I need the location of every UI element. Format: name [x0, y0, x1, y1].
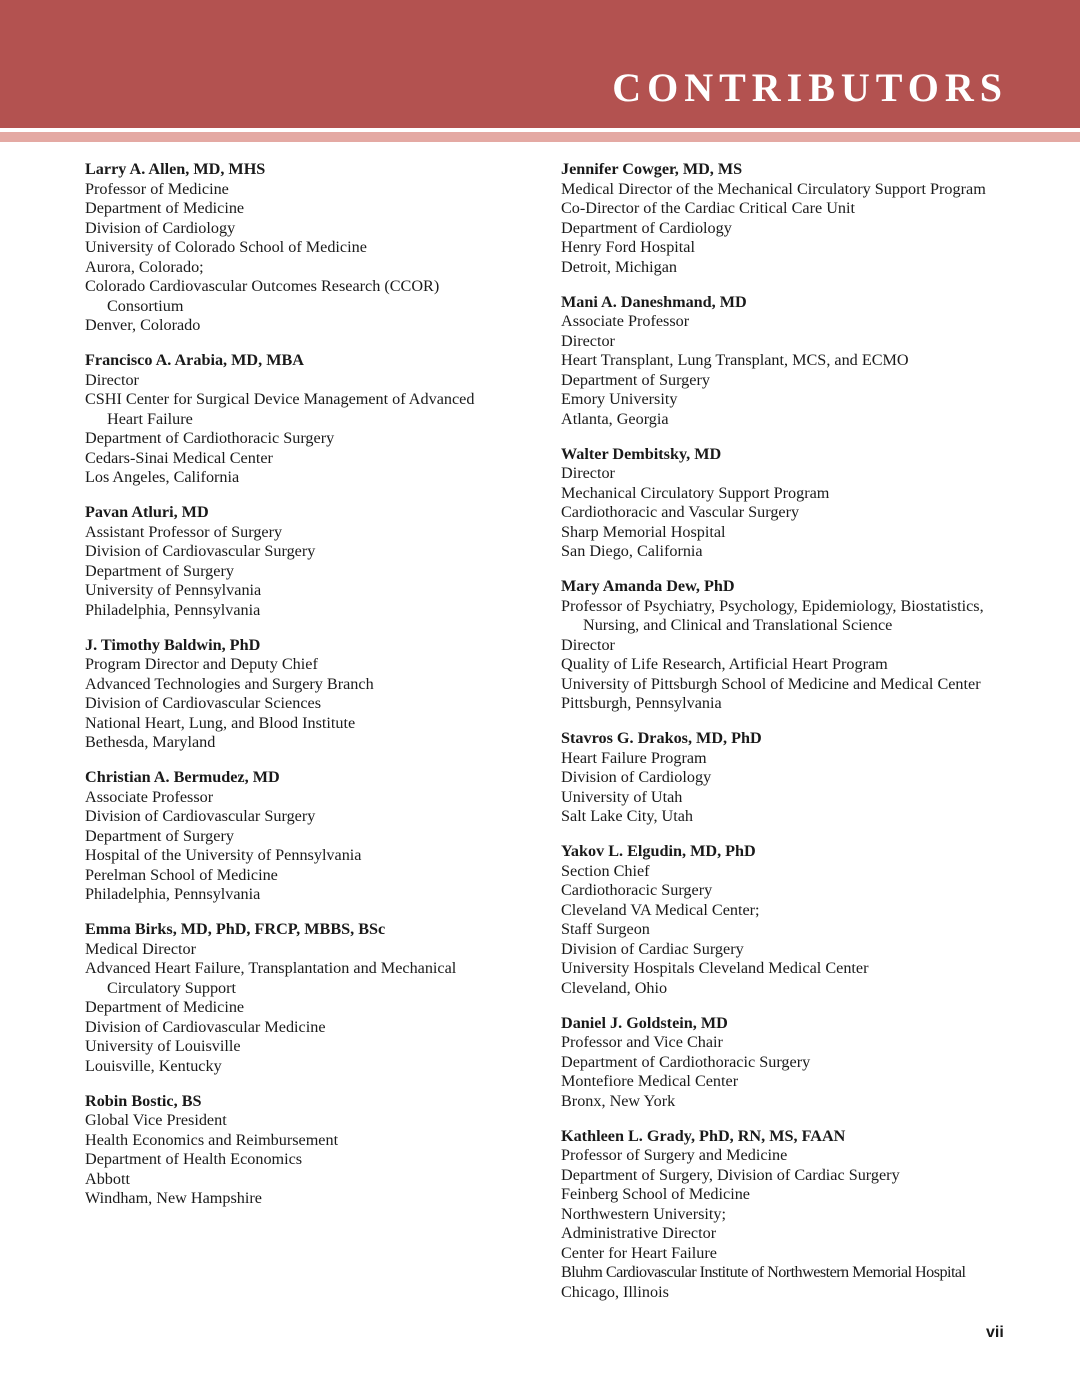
affiliation-line: Abbott [85, 1169, 130, 1188]
contributor-name: Jennifer Cowger, MD, MS [561, 160, 743, 178]
affiliation-line: Staff Surgeon [561, 920, 650, 938]
affiliation-line: Division of Cardiovascular Sciences [85, 694, 322, 712]
contributor-name: Francisco A. Arabia, MD, MBA [85, 351, 304, 369]
page-number: vii [986, 1324, 1004, 1341]
affiliation-line: Sharp Memorial Hospital [561, 522, 726, 541]
affiliation-line: University Hospitals Cleveland Medical Center [561, 959, 869, 977]
affiliation-line: Co-Director of the Cardiac Critical Care Unit [561, 199, 855, 217]
affiliation-line: Associate Professor [561, 312, 690, 330]
affiliation-line: Perelman School of Medicine [85, 865, 278, 884]
affiliation-line: Department of Surgery [85, 561, 234, 580]
affiliation-line: Cleveland VA Medical Center; [561, 900, 760, 919]
affiliation-line: Division of Cardiovascular Surgery [85, 542, 316, 560]
affiliation-line: Director [85, 370, 139, 389]
affiliation-line: Professor of Medicine [85, 179, 229, 198]
affiliation-line: Director [561, 635, 615, 654]
affiliation-line: National Heart, Lung, and Blood Institute [85, 713, 356, 732]
affiliation-line: Professor and Vice Chair [561, 1033, 723, 1051]
affiliation-line: Department of Health Economics [85, 1150, 303, 1168]
affiliation-line: Advanced Technologies and Surgery Branch [85, 674, 374, 693]
contributor-entry [561, 445, 1031, 562]
contributor-entry [561, 842, 1031, 998]
affiliation-line: Department of Surgery [561, 370, 710, 389]
affiliation-line: Mechanical Circulatory Support Program [561, 483, 830, 502]
affiliation-line: San Diego, California [561, 542, 703, 560]
affiliation-line: Medical Director of the Mechanical Circulatory Support Program [561, 179, 986, 198]
header-banner [0, 0, 1080, 128]
affiliation-line: Los Angeles, California [85, 468, 240, 486]
affiliation-line: Professor of Psychiatry, Psychology, Epidemiology, Biostatistics, [561, 596, 984, 615]
contributor-name: J. Timothy Baldwin, PhD [85, 635, 261, 654]
affiliation-line: Medical Director [85, 939, 197, 958]
affiliation-line: Consortium [107, 296, 184, 315]
contributors-left-column [85, 160, 525, 1224]
affiliation-line: Pittsburgh, Pennsylvania [561, 694, 722, 712]
contributor-entry [561, 293, 1031, 430]
affiliation-line: Chicago, Illinois [561, 1282, 669, 1301]
affiliation-line: Denver, Colorado [85, 316, 201, 334]
affiliation-line: Feinberg School of Medicine [561, 1185, 750, 1203]
affiliation-line: Division of Cardiovascular Medicine [85, 1017, 326, 1036]
affiliation-line: Hospital of the University of Pennsylvania [85, 846, 362, 864]
affiliation-line: Associate Professor [85, 787, 214, 806]
affiliation-line: Windham, New Hampshire [85, 1189, 262, 1207]
contributor-entry [85, 768, 525, 905]
affiliation-line: Philadelphia, Pennsylvania [85, 885, 261, 903]
contributor-entry [85, 1092, 525, 1209]
affiliation-line: Department of Surgery, Division of Cardiac Surgery [561, 1165, 900, 1184]
affiliation-line: University of Pittsburgh School of Medicine and Medical Center [561, 674, 981, 693]
contributor-name: Kathleen L. Grady, PhD, RN, MS, FAAN [561, 1126, 846, 1145]
affiliation-line: Salt Lake City, Utah [561, 807, 694, 825]
affiliation-line: Quality of Life Research, Artificial Heart Program [561, 655, 888, 673]
contributors-right-column [561, 160, 1031, 1318]
affiliation-line: Department of Cardiothoracic Surgery [85, 429, 335, 447]
affiliation-line: Heart Failure [107, 409, 193, 428]
contributor-name: Robin Bostic, BS [85, 1091, 202, 1110]
affiliation-line: Bethesda, Maryland [85, 733, 216, 751]
affiliation-line: Nursing, and Clinical and Translational Science [583, 616, 893, 634]
affiliation-line: Department of Cardiology [561, 218, 732, 237]
affiliation-line: Bluhm Cardiovascular Institute of Northwestern Memorial Hospital [561, 1263, 966, 1281]
affiliation-line: Circulatory Support [107, 978, 237, 997]
affiliation-line: University of Utah [561, 787, 683, 806]
affiliation-line: Bronx, New York [561, 1091, 676, 1110]
affiliation-line: Emory University [561, 390, 678, 408]
affiliation-line: Division of Cardiology [85, 218, 236, 237]
contributor-entry [561, 1014, 1031, 1112]
affiliation-line: Assistant Professor of Surgery [85, 522, 283, 541]
affiliation-line: Division of Cardiovascular Surgery [85, 807, 316, 825]
contributor-name: Yakov L. Elgudin, MD, PhD [561, 842, 756, 860]
affiliation-line: Administrative Director [561, 1224, 717, 1242]
affiliation-line: Center for Heart Failure [561, 1243, 717, 1262]
affiliation-line: Director [561, 464, 615, 482]
affiliation-line: Advanced Heart Failure, Transplantation and Mechanical [85, 959, 457, 977]
contributor-entry [561, 729, 1031, 827]
contributor-name: Pavan Atluri, MD [85, 503, 209, 521]
affiliation-line: Health Economics and Reimbursement [85, 1130, 339, 1149]
affiliation-line: Cleveland, Ohio [561, 978, 668, 997]
affiliation-line: Department of Cardiothoracic Surgery [561, 1052, 811, 1071]
affiliation-line: Heart Failure Program [561, 748, 707, 767]
affiliation-line: Department of Surgery [85, 826, 234, 845]
header-stripe [0, 132, 1080, 142]
contributor-name: Mani A. Daneshmand, MD [561, 292, 747, 311]
contributor-name: Walter Dembitsky, MD [561, 444, 722, 463]
affiliation-line: University of Louisville [85, 1037, 241, 1055]
affiliation-line: Cardiothoracic Surgery [561, 881, 713, 899]
affiliation-line: Atlanta, Georgia [561, 409, 669, 428]
affiliation-line: Section Chief [561, 861, 650, 880]
affiliation-line: Colorado Cardiovascular Outcomes Research (CCOR) [85, 277, 440, 295]
contributor-name: Mary Amanda Dew, PhD [561, 577, 735, 595]
affiliation-line: Louisville, Kentucky [85, 1056, 222, 1075]
affiliation-line: Department of Medicine [85, 199, 245, 217]
affiliation-line: Professor of Surgery and Medicine [561, 1146, 788, 1164]
affiliation-line: Heart Transplant, Lung Transplant, MCS, and ECMO [561, 351, 909, 369]
contributor-entry [85, 160, 525, 336]
affiliation-line: Philadelphia, Pennsylvania [85, 600, 261, 619]
contributor-entry [561, 1127, 1031, 1303]
contributor-entry [561, 577, 1031, 714]
contributor-entry [561, 160, 1031, 277]
contributor-entry [85, 503, 525, 620]
affiliation-line: Global Vice President [85, 1111, 227, 1129]
affiliation-line: Cedars-Sinai Medical Center [85, 448, 273, 467]
affiliation-line: Program Director and Deputy Chief [85, 655, 318, 673]
contributor-name: Larry A. Allen, MD, MHS [85, 160, 266, 178]
affiliation-line: Cardiothoracic and Vascular Surgery [561, 503, 800, 521]
contributor-entry [85, 636, 525, 753]
affiliation-line: Director [561, 331, 615, 350]
contributor-name: Stavros G. Drakos, MD, PhD [561, 729, 762, 747]
contributor-entry [85, 351, 525, 488]
contributor-name: Daniel J. Goldstein, MD [561, 1013, 728, 1032]
affiliation-line: Aurora, Colorado; [85, 257, 204, 276]
affiliation-line: University of Colorado School of Medicine [85, 238, 367, 256]
contributor-name: Christian A. Bermudez, MD [85, 768, 280, 786]
affiliation-line: Detroit, Michigan [561, 257, 677, 276]
contributor-entry [85, 920, 525, 1076]
contributor-name: Emma Birks, MD, PhD, FRCP, MBBS, BSc [85, 920, 386, 938]
affiliation-line: Division of Cardiology [561, 768, 712, 786]
affiliation-line: Northwestern University; [561, 1204, 726, 1223]
affiliation-line: CSHI Center for Surgical Device Management of Advanced [85, 390, 475, 408]
page-title: CONTRIBUTORS [612, 65, 1008, 110]
affiliation-line: Department of Medicine [85, 998, 245, 1016]
affiliation-line: Montefiore Medical Center [561, 1072, 739, 1090]
affiliation-line: University of Pennsylvania [85, 581, 262, 599]
affiliation-line: Henry Ford Hospital [561, 238, 695, 256]
affiliation-line: Division of Cardiac Surgery [561, 939, 744, 958]
